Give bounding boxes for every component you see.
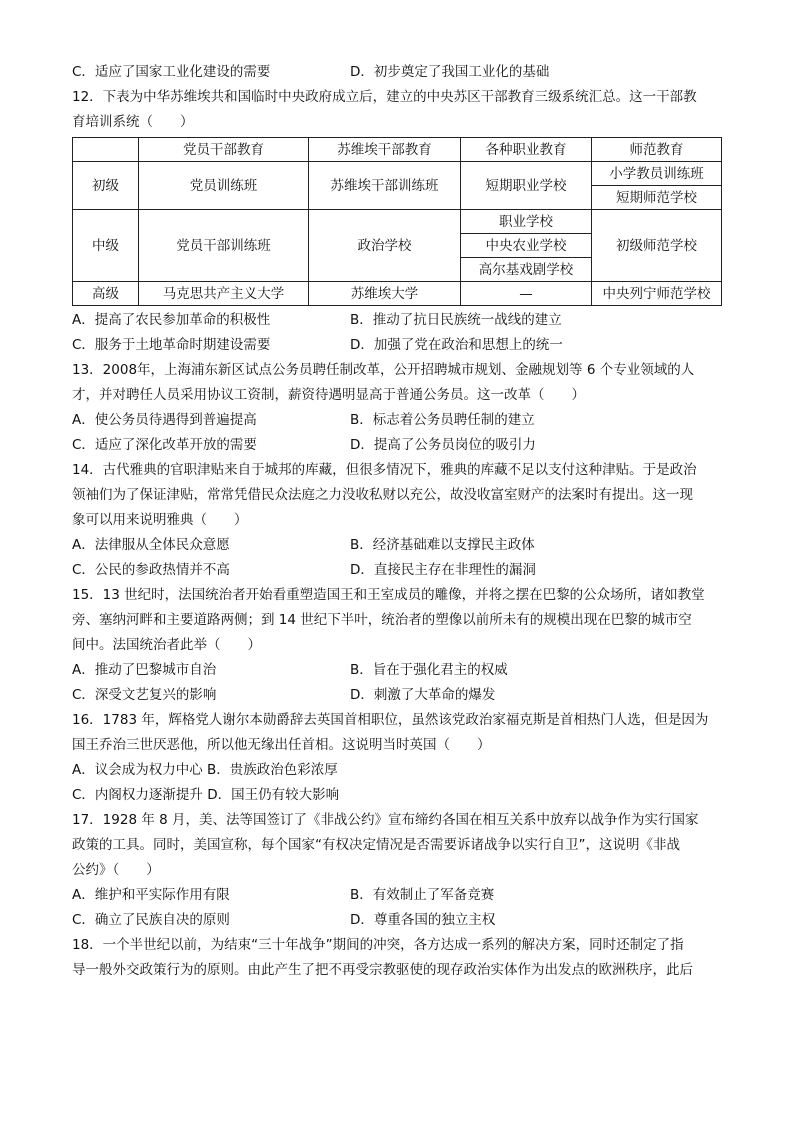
q12-option-d[interactable]: D．加强了党在政治和思想上的统一 xyxy=(350,337,563,353)
table-header-party: 党员干部教育 xyxy=(139,138,309,162)
cell-primary-party: 党员训练班 xyxy=(139,162,309,210)
q16-stem-line-1: 16．1783 年，辉格党人谢尔本勋爵辞去英国首相职位，虽然该党政治家福克斯是首相热门人选，但是因为 xyxy=(72,712,709,728)
q14-stem-line-1: 14．古代雅典的官职津贴来自于城邦的库藏，但很多情况下，雅典的库藏不足以支付这种津贴。于是政治 xyxy=(72,462,697,478)
q15-option-d[interactable]: D．刺激了大革命的爆发 xyxy=(350,687,496,703)
q12-education-table xyxy=(72,137,722,306)
q13-options-row-2 xyxy=(72,433,722,458)
q17-stem-line-1: 17．1928 年 8 月，美、法等国签订了《非战公约》宣布缔约各国在相互关系中放弃以战争作为实行国家 xyxy=(72,812,699,828)
q13-option-c[interactable]: C．适应了深化改革开放的需要 xyxy=(72,437,257,453)
q13-option-d[interactable]: D．提高了公务员岗位的吸引力 xyxy=(350,437,536,453)
cell-middle-normal: 初级师范学校 xyxy=(592,210,722,282)
cell-primary-soviet: 苏维埃干部训练班 xyxy=(309,162,461,210)
exam-page xyxy=(72,60,722,983)
q15-stem-line-3: 间中。法国统治者此举（ ） xyxy=(72,637,261,653)
q17-option-a[interactable]: A．维护和平实际作用有限 xyxy=(72,887,230,903)
q12-option-b[interactable]: B．推动了抗日民族统一战线的建立 xyxy=(350,312,562,328)
q17-stem-line-3: 公约》（ ） xyxy=(72,862,160,878)
cell-primary-normal-2: 短期师范学校 xyxy=(592,186,722,210)
q14-option-d[interactable]: D．直接民主存在非理性的漏洞 xyxy=(350,562,536,578)
cell-advanced-vocational: — xyxy=(461,282,592,306)
cell-primary-vocational: 短期职业学校 xyxy=(461,162,592,210)
q16-options-line-1[interactable]: A．议会成为权力中心 B．贵族政治色彩浓厚 xyxy=(72,762,338,778)
q12-option-a[interactable]: A．提高了农民参加革命的积极性 xyxy=(72,312,271,328)
q14-option-b[interactable]: B．经济基础难以支撑民主政体 xyxy=(350,537,535,553)
q13-stem-line-1: 13．2008年，上海浦东新区试点公务员聘任制改革，公开招聘城市规划、金融规划等 6 个专业领域的人 xyxy=(72,362,695,378)
q15-option-c[interactable]: C．深受文艺复兴的影响 xyxy=(72,687,217,703)
table-row xyxy=(73,162,722,186)
row-level-middle: 中级 xyxy=(73,210,139,282)
q17-options-row-2 xyxy=(72,908,722,933)
q14-option-a[interactable]: A．法律服从全体民众意愿 xyxy=(72,537,230,553)
q14-options-row-1 xyxy=(72,533,722,558)
cell-middle-vocational-3: 高尔基戏剧学校 xyxy=(461,258,592,282)
table-header-row xyxy=(73,138,722,162)
q18-stem-line-1: 18．一个半世纪以前，为结束“三十年战争”期间的冲突，各方达成一系列的解决方案，同时还制定了指 xyxy=(72,937,684,953)
q14-options-row-2 xyxy=(72,558,722,583)
table-row xyxy=(73,210,722,234)
q11-options xyxy=(72,60,722,85)
table-header-soviet: 苏维埃干部教育 xyxy=(309,138,461,162)
q11-option-c[interactable]: C．适应了国家工业化建设的需要 xyxy=(72,64,271,80)
cell-advanced-soviet: 苏维埃大学 xyxy=(309,282,461,306)
cell-middle-vocational-1: 职业学校 xyxy=(461,210,592,234)
q17-option-b[interactable]: B．有效制止了军备竞赛 xyxy=(350,887,495,903)
q17-options-row-1 xyxy=(72,883,722,908)
table-header-normal: 师范教育 xyxy=(592,138,722,162)
table-row xyxy=(73,282,722,306)
q16-options-line-2[interactable]: C．内阁权力逐渐提升 D．国王仍有较大影响 xyxy=(72,787,340,803)
cell-advanced-party: 马克思共产主义大学 xyxy=(139,282,309,306)
q12-options-row-1 xyxy=(72,308,722,333)
q13-stem-line-2: 才，并对聘任人员采用协议工资制，薪资待遇明显高于普通公务员。这一改革（ ） xyxy=(72,387,585,403)
q12-stem-line-1: 12．下表为中华苏维埃共和国临时中央政府成立后，建立的中央苏区干部教育三级系统汇总。这一干部教 xyxy=(72,89,697,105)
row-level-primary: 初级 xyxy=(73,162,139,210)
cell-middle-party: 党员干部训练班 xyxy=(139,210,309,282)
q15-option-a[interactable]: A．推动了巴黎城市自治 xyxy=(72,662,217,678)
q14-option-c[interactable]: C．公民的参政热情并不高 xyxy=(72,562,230,578)
table-header-vocational: 各种职业教育 xyxy=(461,138,592,162)
q13-options-row-1 xyxy=(72,408,722,433)
q11-option-d[interactable]: D．初步奠定了我国工业化的基础 xyxy=(350,64,550,80)
q13-option-b[interactable]: B．标志着公务员聘任制的建立 xyxy=(350,412,535,428)
q12-stem-line-2: 育培训系统（ ） xyxy=(72,114,194,130)
q14-stem-line-2: 领袖们为了保证津贴，常常凭借民众法庭之力没收私财以充公，故没收富室财产的法案时有提出。这一现 xyxy=(72,487,693,503)
q15-options-row-1 xyxy=(72,658,722,683)
cell-advanced-normal: 中央列宁师范学校 xyxy=(592,282,722,306)
row-level-advanced: 高级 xyxy=(73,282,139,306)
q16-stem-line-2: 国王乔治三世厌恶他，所以他无缘出任首相。这说明当时英国（ ） xyxy=(72,737,491,753)
q15-stem-line-2: 旁、塞纳河畔和主要道路两侧；到 14 世纪下半叶，统治者的塑像以前所未有的规模出现在巴黎的城市空 xyxy=(72,612,692,628)
q18-stem-line-2: 导一般外交政策行为的原则。由此产生了把不再受宗教驱使的现存政治实体作为出发点的欧洲秩序，此后 xyxy=(72,962,693,978)
q13-option-a[interactable]: A．使公务员待遇得到普遍提高 xyxy=(72,412,257,428)
q14-stem-line-3: 象可以用来说明雅典（ ） xyxy=(72,512,248,528)
q15-option-b[interactable]: B．旨在于强化君主的权威 xyxy=(350,662,508,678)
cell-middle-vocational-2: 中央农业学校 xyxy=(461,234,592,258)
q15-options-row-2 xyxy=(72,683,722,708)
q15-stem-line-1: 15．13 世纪时，法国统治者开始看重塑造国王和王室成员的雕像，并将之摆在巴黎的公众场所，诸如教堂 xyxy=(72,587,705,603)
q17-stem-line-2: 政策的工具。同时，美国宣称，每个国家“有权决定情况是否需要诉诸战争以实行自卫”，这说明《非战 xyxy=(72,837,680,853)
table-header-corner xyxy=(73,138,139,162)
q17-option-d[interactable]: D．尊重各国的独立主权 xyxy=(350,912,496,928)
q12-option-c[interactable]: C．服务于土地革命时期建设需要 xyxy=(72,337,271,353)
cell-primary-normal-1: 小学教员训练班 xyxy=(592,162,722,186)
q17-option-c[interactable]: C．确立了民族自决的原则 xyxy=(72,912,230,928)
cell-middle-soviet: 政治学校 xyxy=(309,210,461,282)
q12-options-row-2 xyxy=(72,333,722,358)
